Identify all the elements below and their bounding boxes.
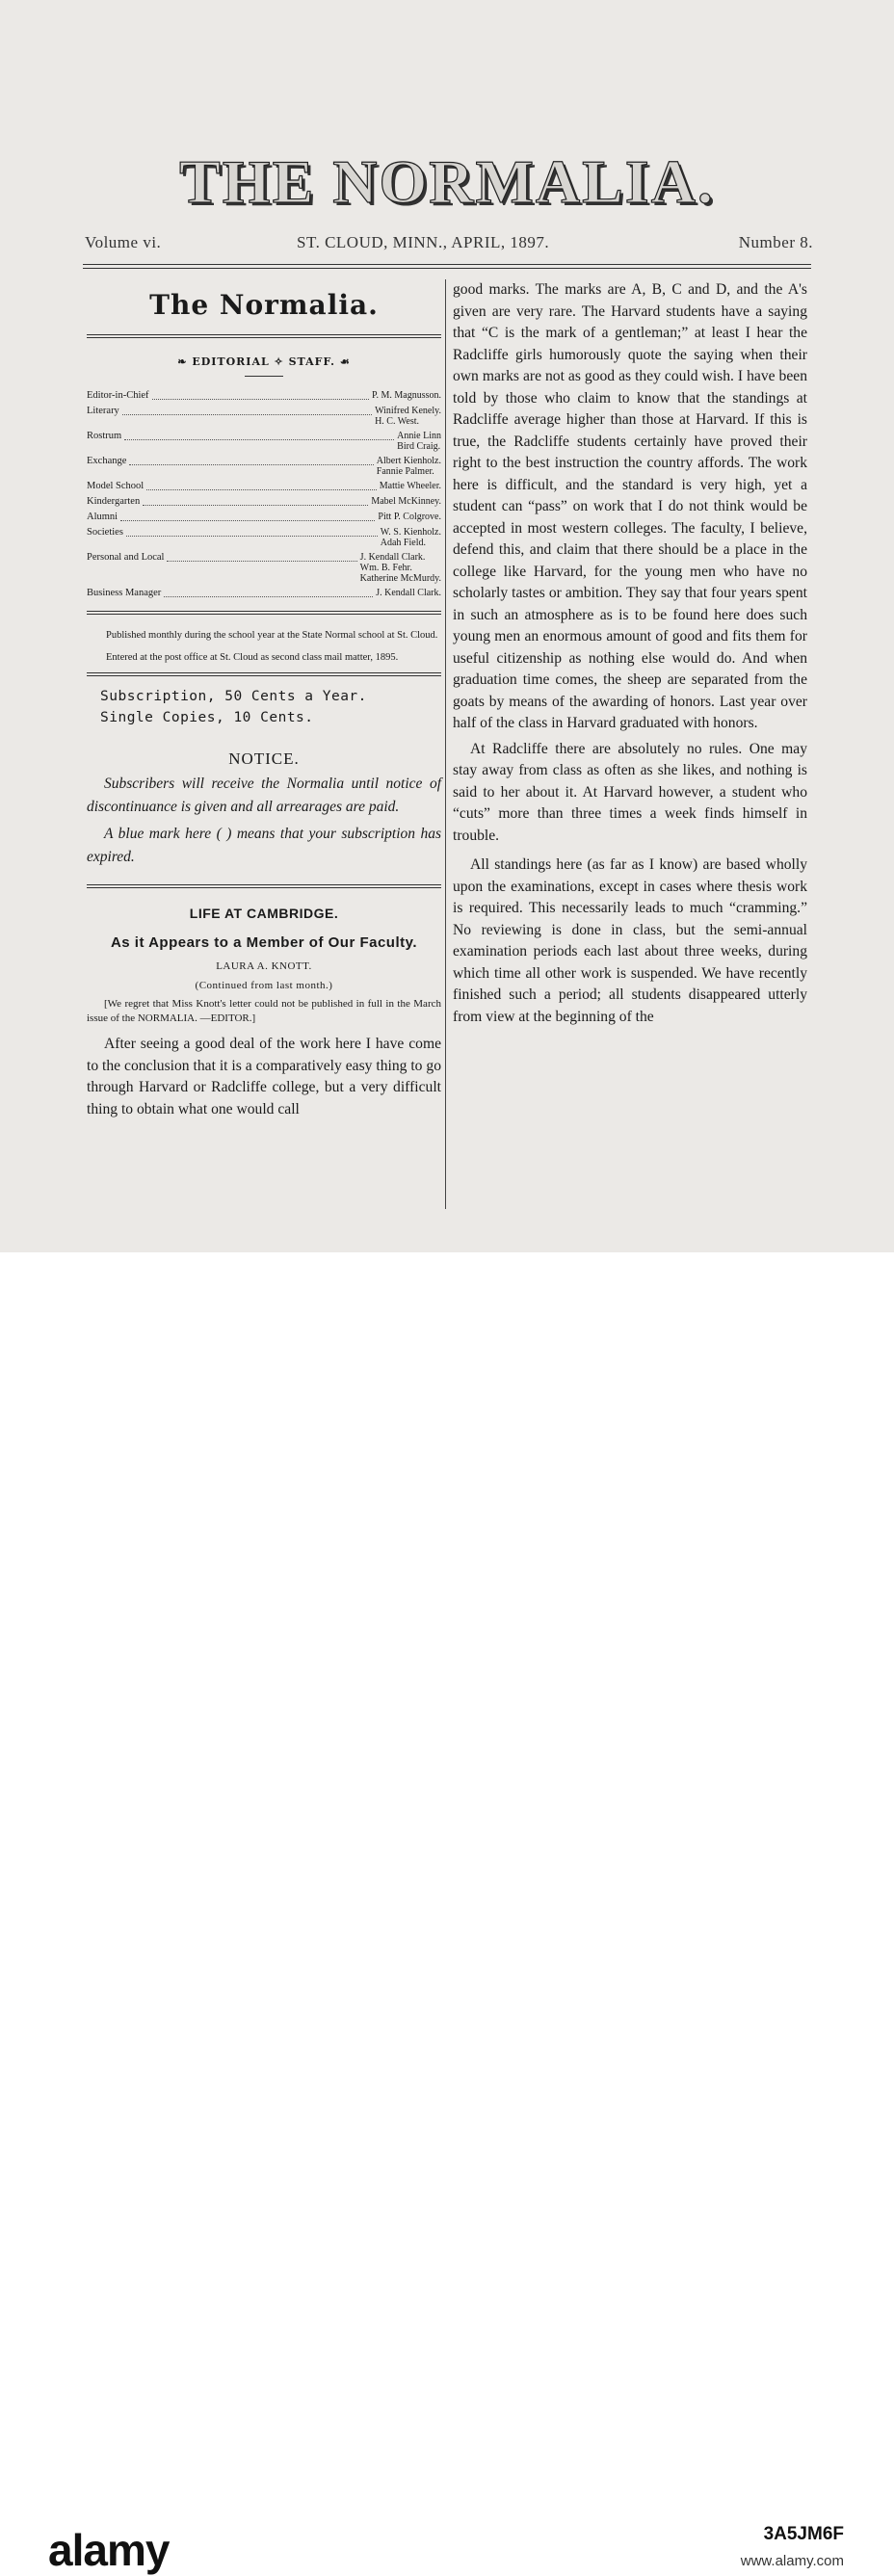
published-note: Published monthly during the school year at the State Normal school at St. Cloud.: [106, 630, 438, 641]
staff-role: Editor-in-Chief: [87, 390, 149, 401]
header-rule: [83, 264, 811, 265]
leader-dots: [122, 406, 372, 415]
staff-list: [87, 390, 441, 599]
header-rule-2: [83, 268, 811, 269]
subscription-line: Subscription, 50 Cents a Year.: [100, 689, 367, 704]
leader-dots: [164, 588, 373, 597]
staff-row: [87, 527, 441, 548]
staff-row: [87, 406, 441, 427]
newspaper-page: [0, 0, 894, 1252]
leader-dots: [120, 512, 375, 521]
staff-names: [371, 496, 441, 507]
staff-role: Rostrum: [87, 431, 122, 441]
staff-names: [397, 431, 441, 452]
leader-dots: [146, 481, 377, 490]
continued-note: (Continued from last month.): [195, 980, 333, 991]
article-left-body: After seeing a good deal of the work here I have come to the conclusion that it is a comparatively easy thing to go through Harvard or Radcliffe college, but a very difficult thing to obtain what one would call: [87, 1036, 441, 1117]
staff-name: Fannie Palmer.: [376, 466, 434, 477]
staff-name: Pitt P. Colgrove.: [378, 512, 441, 522]
staff-names: [376, 588, 441, 598]
volume-label: Volume vi.: [85, 233, 162, 251]
masthead-title: THE NORMALIA.: [179, 147, 715, 216]
leader-dots: [129, 456, 373, 465]
article-right-p1: good marks. The marks are A, B, C and D, and the A's given are very rare. The Harvard students have a saying that “C is the mark of a gentleman;” at least I hear the Radcliffe girls humorously quote the saying when their own marks are not as good as they could wish. I have been told by those who claim to know that the standings at Radcliffe average higher than those at Harvard. If this is true, the Radcliffe students certainly have proved their right to the best instruction the country affords. The work here is difficult, and the standard is very high, yet a student can “pass” on work that I do not think would be accepted in most western colleges. The faculty, I believe, defend this, and claim that there should be a place in the college like Harvard, for the young men who have no scholarly tastes or ambition. They say that four years spent in such an atmosphere as is to be found here does such young men an enormous amount of good and fits them for useful citizenship as nothing else would do. And when graduation time comes, the sheep are separated from the goats by means of the awarding of honors. Last year over half of the class in Harvard graduated with honors.: [453, 281, 807, 731]
staff-name: Wm. B. Fehr.: [359, 563, 412, 573]
editor-note: [We regret that Miss Knott's letter could not be published in full in the March issue of the NORMALIA. —EDITOR.]: [87, 998, 441, 1024]
article-right-p2: At Radcliffe there are absolutely no rules. One may stay away from class as often as she likes, and nothing is said to her about it. At Harvard however, a student who “cuts” more than three times a week finds himself in trouble.: [453, 740, 807, 844]
double-rule: [87, 334, 441, 338]
double-rule: [87, 611, 441, 615]
article-author: LAURA A. KNOTT.: [216, 960, 312, 972]
staff-row: [87, 512, 441, 523]
staff-role: Exchange: [87, 456, 127, 466]
staff-role: Kindergarten: [87, 496, 141, 507]
staff-names: [377, 456, 441, 477]
staff-role: Personal and Local: [87, 552, 165, 563]
staff-row: [87, 552, 441, 584]
staff-name: Mattie Wheeler.: [379, 481, 441, 491]
staff-name: P. M. Magnusson.: [372, 390, 441, 401]
staff-name: W. S. Kienholz.: [380, 527, 441, 538]
article-right-p3: All standings here (as far as I know) are based wholly upon the examinations, except in cases where thesis work is required. This necessarily leads to much “cramming.” No reviewing is done in class, but the semi-annual examination periods each last about three weeks, during which time all other work is suspended. We have recently finished such a period; all students disappeared utterly from view at the beginning of the: [453, 856, 807, 1025]
short-rule: [245, 376, 283, 377]
column-divider: [445, 279, 446, 1209]
alamy-logo: alamy: [48, 2525, 170, 2575]
staff-name: Winifred Kenely.: [375, 406, 441, 416]
staff-name: Katherine McMurdy.: [359, 573, 441, 584]
staff-names: [372, 390, 441, 401]
staff-names: [378, 512, 441, 522]
staff-role: Alumni: [87, 512, 118, 522]
issue-number: Number 8.: [738, 233, 813, 251]
staff-name: Annie Linn: [397, 431, 441, 441]
entered-note: Entered at the post office at St. Cloud as second class mail matter, 1895.: [106, 652, 399, 663]
staff-row: [87, 390, 441, 402]
staff-names: [360, 552, 441, 584]
staff-names: [381, 527, 441, 548]
notice-heading: NOTICE.: [228, 749, 300, 768]
staff-heading: ❧ EDITORIAL ✧ STAFF. ☙: [177, 355, 351, 368]
dateline-place-date: ST. CLOUD, MINN., APRIL, 1897.: [297, 233, 550, 251]
leader-dots: [126, 527, 378, 537]
watermark-footer: [0, 1252, 894, 2575]
staff-names: [380, 481, 441, 491]
article-subtitle: As it Appears to a Member of Our Faculty.: [110, 934, 418, 951]
staff-name: J. Kendall Clark.: [359, 552, 426, 563]
double-rule: [87, 672, 441, 676]
staff-name: H. C. West.: [375, 416, 420, 427]
staff-role: Societies: [87, 527, 123, 538]
right-column: [453, 279, 807, 1028]
notice-paragraph: Subscribers will receive the Normalia until notice of discontinuance is given and all arrearages are paid.: [87, 775, 441, 815]
leader-dots: [143, 496, 368, 506]
double-rule: [87, 884, 441, 888]
staff-names: [375, 406, 441, 427]
staff-name: Adah Field.: [380, 538, 426, 548]
left-column: [87, 279, 441, 1120]
staff-row: [87, 481, 441, 492]
stock-url: www.alamy.com: [740, 2553, 844, 2569]
staff-row: [87, 456, 441, 477]
article-title: LIFE AT CAMBRIDGE.: [189, 906, 339, 921]
stock-image-id: 3A5JM6F: [763, 2524, 844, 2544]
staff-row: [87, 496, 441, 508]
staff-name: Bird Craig.: [397, 441, 441, 452]
expiry-paragraph: A blue mark here ( ) means that your subscription has expired.: [87, 826, 441, 865]
staff-row: [87, 431, 441, 452]
editorial-header: The Normalia.: [149, 289, 379, 321]
staff-name: J. Kendall Clark.: [376, 588, 441, 598]
single-copy-line: Single Copies, 10 Cents.: [100, 710, 314, 725]
staff-name: Albert Kienholz.: [376, 456, 441, 466]
staff-row: [87, 588, 441, 599]
staff-role: Literary: [87, 406, 119, 416]
leader-dots: [167, 552, 356, 562]
staff-name: Mabel McKinney.: [371, 496, 441, 507]
leader-dots: [152, 390, 370, 400]
staff-role: Business Manager: [87, 588, 162, 598]
leader-dots: [124, 431, 394, 440]
staff-role: Model School: [87, 481, 145, 491]
